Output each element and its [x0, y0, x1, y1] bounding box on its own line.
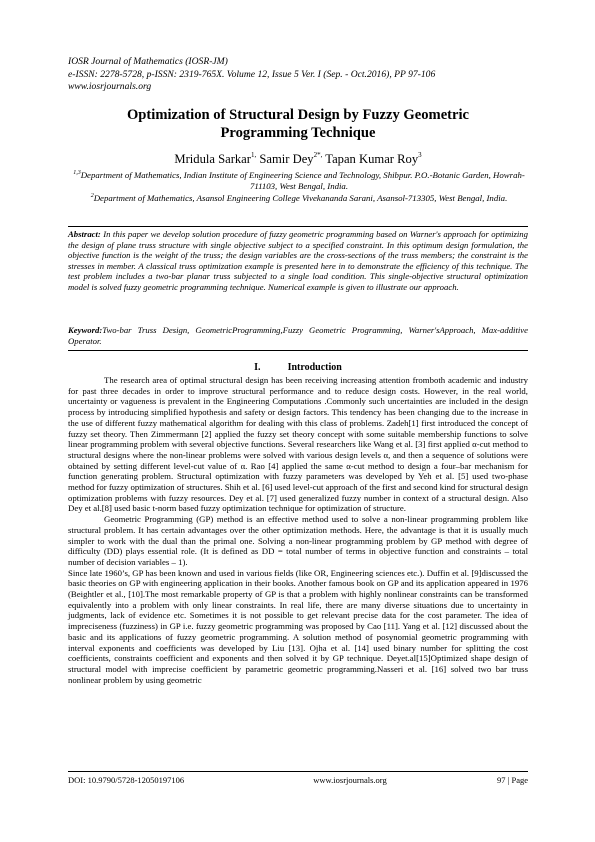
- abstract-text: In this paper we develop solution procedure of fuzzy geometric programming based on Warner's approach for optimizing the design of plane truss structure with single objective subject to a specified constraint. In this optimum design formulation, the objective function is the weight of the truss; the design variables are the cross-sections of the truss members; the constraint is the stresses in member. A classical truss optimization example is presented here in to demonstrate the efficiency of this technique. The test problem includes a two-bar planar truss subjected to a single load condition. This single-objective structural optimization model is solved fuzzy geometric programming technique. Numerical example is given to illustrate our approach.: [68, 229, 528, 292]
- paragraph: Geometric Programming (GP) method is an effective method used to solve a non-linear programming problem like structural problem. It has certain advantages over the other optimization methods. Here, the advantage is that it is usually much simpler to work with the dual than the primal one. Solving a non-linear programming problem by GP method with degree of difficulty (DD) plays essential role. (It is defined as DD = total number of terms in objective function and constraints – total number of decision variables – 1).: [68, 514, 528, 567]
- footer-page-number: 97 | Page: [497, 775, 528, 785]
- keywords-label: Keyword:: [68, 325, 103, 335]
- paper-title: [68, 107, 528, 142]
- abstract-bottom-rule: [68, 350, 528, 351]
- author-name: Samir Dey: [259, 152, 314, 166]
- section-title: Introduction: [287, 362, 342, 373]
- section-number: I.: [254, 362, 261, 373]
- affiliation-sup: 2: [90, 193, 94, 199]
- keywords-text: Two-bar Truss Design, GeometricProgramming,Fuzzy Geometric Programming, Warner'sApproach, Max-additive Operator.: [68, 325, 528, 346]
- footer-rule: [68, 771, 528, 772]
- paragraph: The research area of optimal structural design has been receiving increasing attention fromboth academic and industry for past three decades in order to improve structural performance and to reduce design costs. However, in the real world, uncertainty or vagueness is prevalent in the Engineering Computations .Commonly such uncertainties are included in the design process by introducing simplified hypothesis and safety or design factors. This tendency has been changing due to the increase in the use of different fuzzy mathematical algorithm for dealing with this class of problems. Zadeh[1] first introduced the concept of fuzzy set theory. Then Zimmermann [2] applied the fuzzy set theory concept with some suitable membership functions to solve linear programming problem with several objective functions. Several researchers like Wang et al. [3] first applied α-cut method to structural designs where the non-linear problems were solved with various design levels α, and then a sequence of solutions were obtained by setting different level-cut value of α. Rao [4] applied the same α-cut method to design a four–bar mechanism for function generating problem. Structural optimization with fuzzy parameters was developed by Yeh et al. [5] used two-phase method for fuzzy optimization of structures. Shih et al. [6] used level-cut approach of the first and second kind for structural design optimization problems with fuzzy resources. Dey et al. [7] used generalized fuzzy number in context of a structural design. Also Dey et al.[8] used basic t-norm based fuzzy optimization technique for optimization of structure.: [68, 375, 528, 514]
- author-sup: 2*,: [313, 151, 323, 159]
- journal-header: [68, 56, 538, 94]
- footer-website: www.iosrjournals.org: [313, 775, 387, 785]
- affiliation-text: Department of Mathematics, Indian Institute of Engineering Science and Technology, Shibpur. P.O.-Botanic Garden, Howrah-711103, West Bengal, India.: [80, 170, 525, 191]
- affiliation-2: [70, 193, 528, 204]
- author-sup: 1,: [250, 151, 257, 159]
- affiliation-sup: 1,3: [73, 170, 81, 176]
- title-line-2: Programming Technique: [220, 124, 376, 141]
- author-name: Tapan Kumar Roy: [325, 152, 419, 166]
- abstract-label: Abstract:: [68, 229, 101, 239]
- title-line-1: Optimization of Structural Design by Fuzzy Geometric: [126, 107, 470, 123]
- keywords: [68, 325, 528, 346]
- affiliation-text: Department of Mathematics, Asansol Engineering College Vivekananda Sarani, Asansol-713305, West Bengal, India.: [93, 193, 508, 203]
- author-list: [68, 152, 528, 167]
- abstract-top-rule: [68, 226, 528, 227]
- section-heading: [68, 362, 528, 373]
- paragraph: Since late 1960’s, GP has been known and used in various fields (like OR, Engineering sciences etc.). Duffin et al. [9]discussed the basic theories on GP with engineering application in their books. Another famous book on GP and its application appeared in 1976 (Beightler et al., [10].The most remarkable property of GP is that a problem with highly nonlinear constraints can be transformed equivalently into a problem with only linear constraints. In real life, there are many diverse situations due to uncertainty in judgments, lack of evidence etc. Sometimes it is not possible to get relevant precise data for the cost parameter. The idea of impreciseness (fuzziness) in GP i.e. fuzzy geometric programming was proposed by Cao [11]. Yang et al. [12] discussed about the basic and its applications of fuzzy geometric programming. A solution method of posynomial geometric programming with interval exponents and coefficients was developed by Liu [13]. Ojha et al. [14] used binary number for splitting the cost coefficients, constraints coefficient and exponents and then solved it by GP technique. Deyet.al[15]Optimized shape design of structural model with imprecise coefficient by parametric geometric programming.Nasseri et al. [16] solved two bar truss nonlinear problem by using geometric: [68, 567, 528, 685]
- journal-website: www.iosrjournals.org: [68, 81, 152, 92]
- affiliation-1: [70, 170, 528, 191]
- footer-doi: DOI: 10.9790/5728-12050197106: [68, 775, 185, 785]
- body-text: [68, 375, 528, 685]
- journal-name: IOSR Journal of Mathematics (IOSR-JM): [68, 56, 228, 67]
- author-name: Mridula Sarkar: [174, 152, 251, 166]
- abstract: [68, 229, 528, 292]
- journal-issn: e-ISSN: 2278-5728, p-ISSN: 2319-765X. Volume 12, Issue 5 Ver. I (Sep. - Oct.2016), PP 97-106: [68, 68, 436, 80]
- author-sup: 3: [418, 151, 422, 159]
